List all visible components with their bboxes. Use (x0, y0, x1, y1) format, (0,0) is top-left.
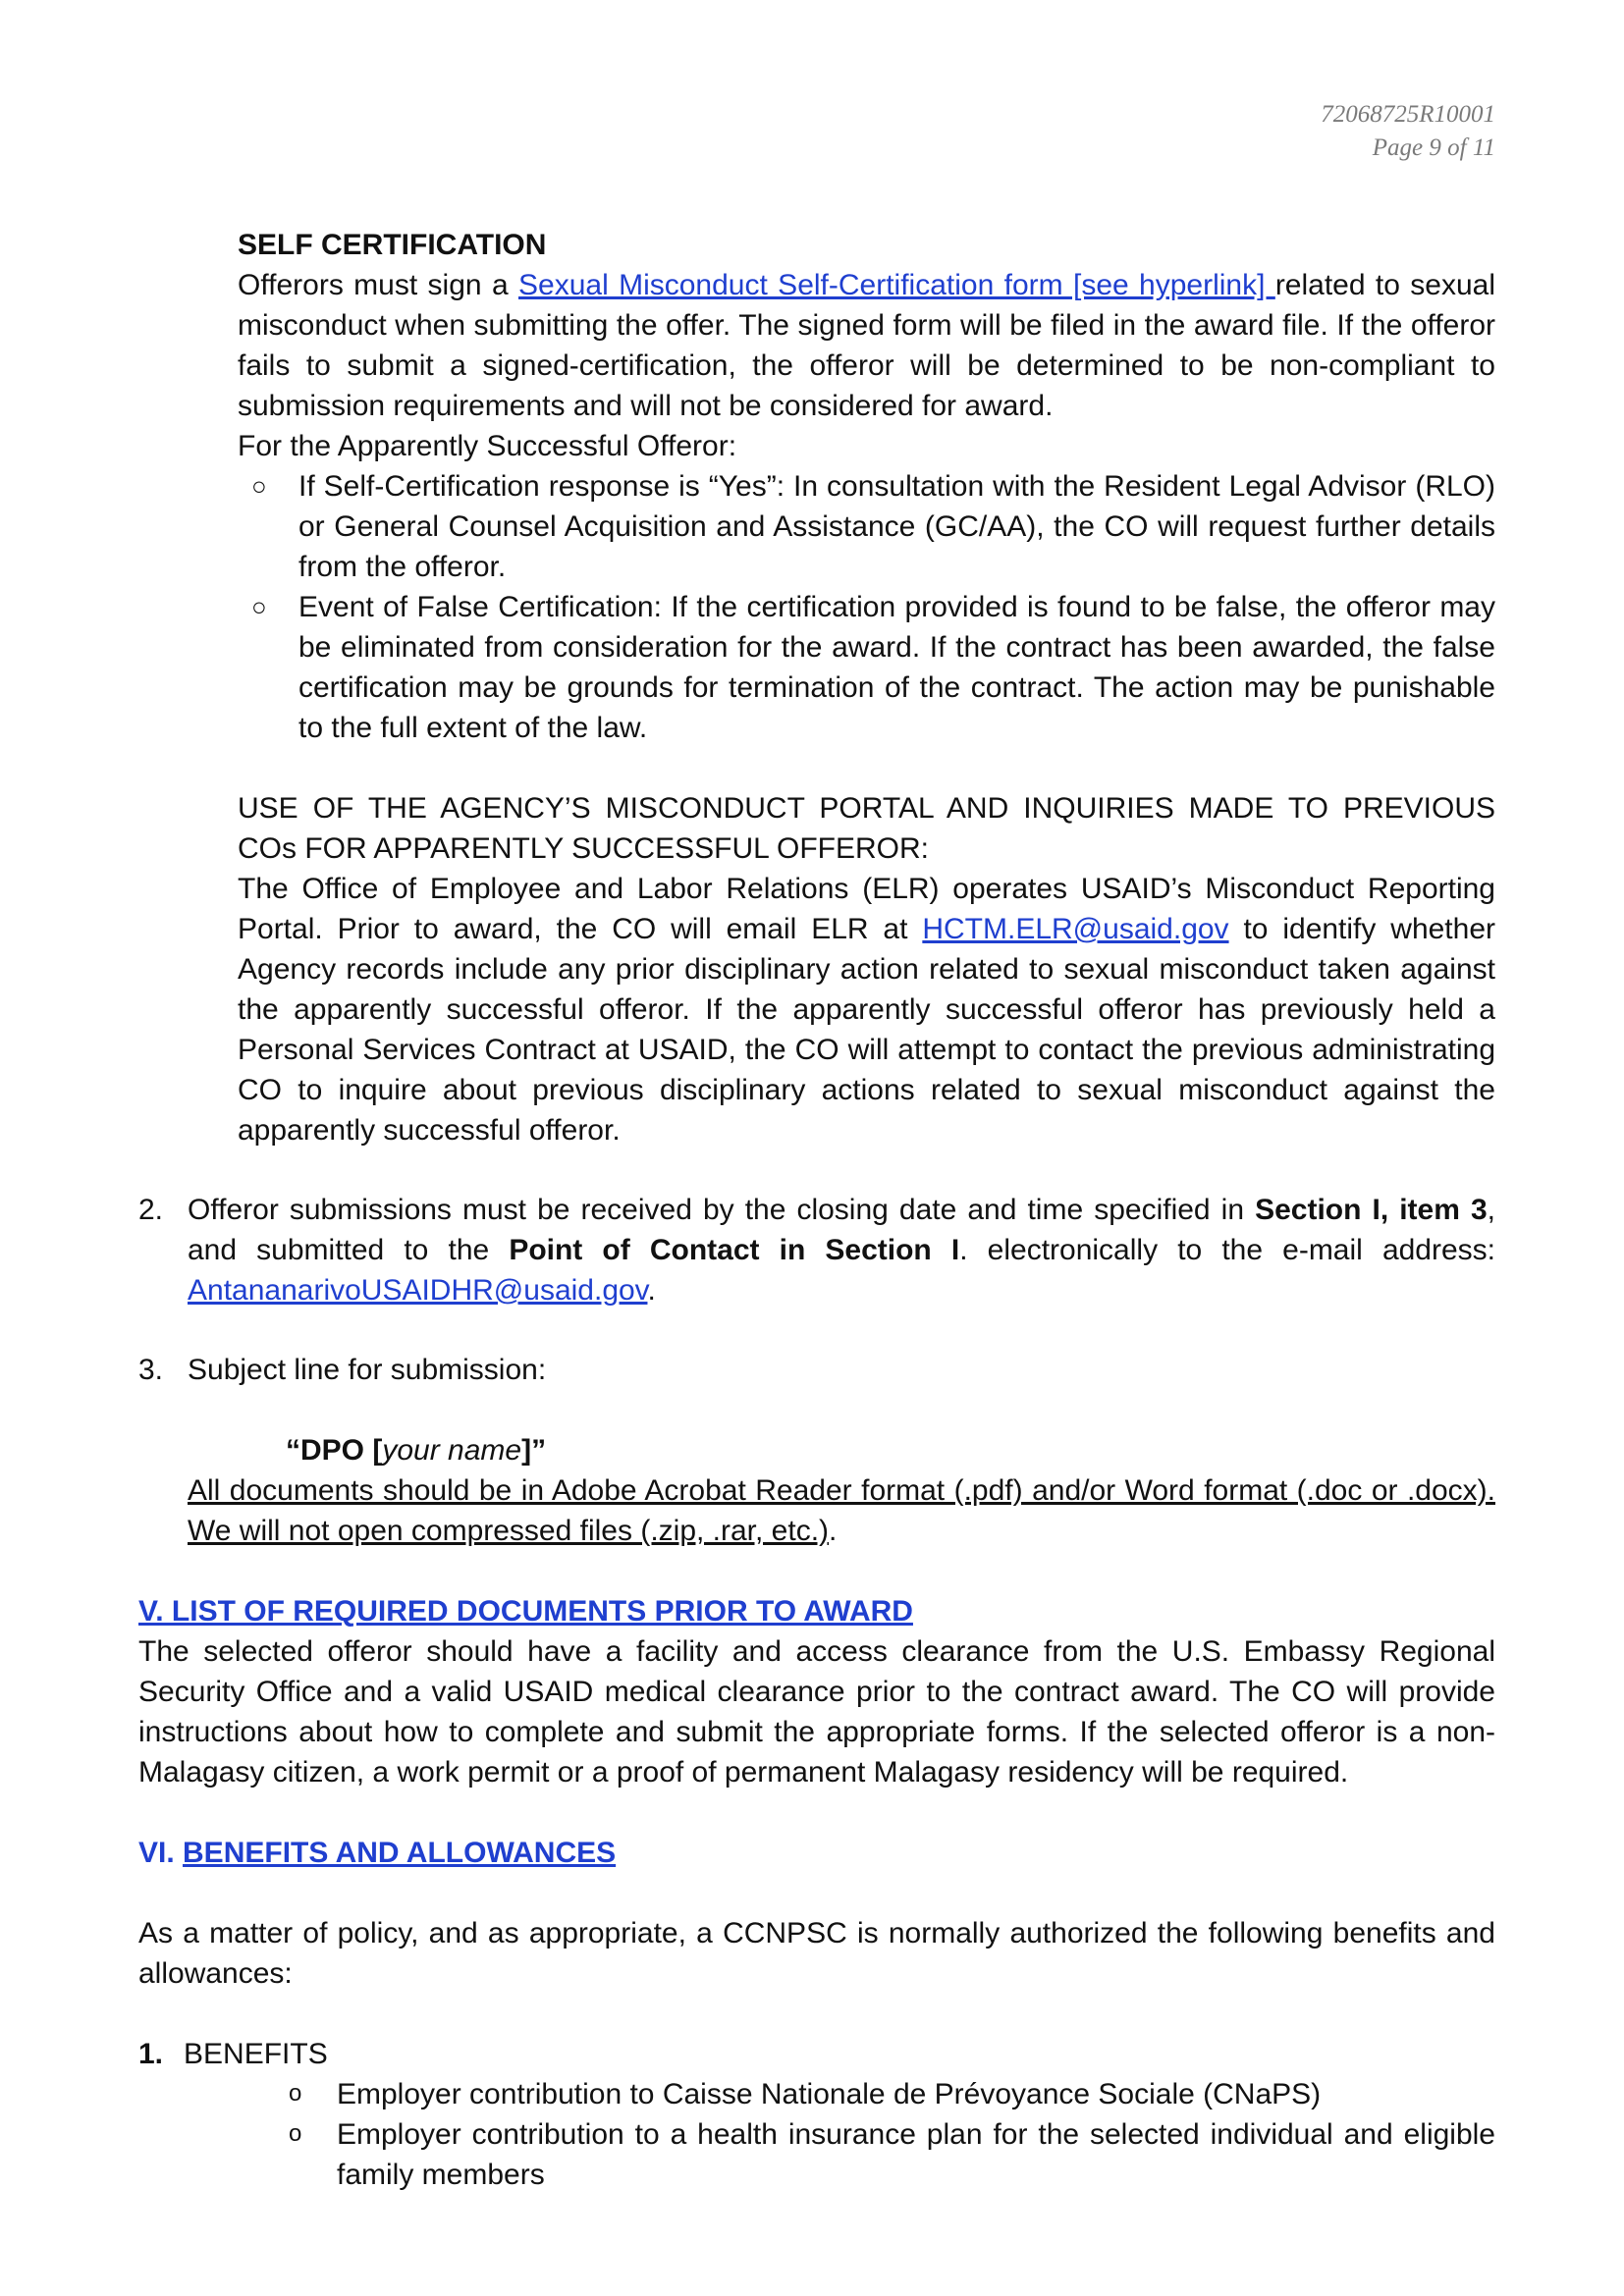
item-3-text: Subject line for submission: (188, 1354, 547, 1386)
elr-email-link[interactable]: HCTM.ELR@usaid.gov (922, 913, 1229, 945)
benefits-and-allowances-link[interactable]: BENEFITS AND ALLOWANCES (183, 1837, 617, 1869)
section-vi (138, 1833, 1495, 1873)
aso-intro: For the Apparently Successful Offeror: (238, 430, 737, 462)
circle-bullet-icon: ○ (251, 471, 267, 501)
subject-line-block (138, 1430, 1495, 1551)
aso-bullet-list (238, 466, 1495, 748)
page-number: Page 9 of 11 (1372, 134, 1495, 161)
subject-line-example: “DPO [your name]” (286, 1434, 547, 1467)
list-item: o Employer contribution to a health insurance plan for the selected individual and eligible family members (138, 2114, 1495, 2195)
document-number: 72068725R10001 (1321, 101, 1495, 128)
list-item: o Employer contribution to Caisse Nationale de Prévoyance Sociale (CNaPS) (138, 2074, 1495, 2114)
self-certification-form-link[interactable]: Sexual Misconduct Self-Certification form [see hyperlink] (518, 269, 1275, 301)
circle-bullet-icon: ○ (251, 592, 267, 621)
item-number: 2. (138, 1194, 164, 1226)
item-2-text: Offeror submissions must be received by the closing date and time specified in Section I, item 3, and submitted to the Point of Contact in Section I. electronically to the e-mail address: AntananarivoUSAIDHR@usaid.gov. (188, 1194, 1496, 1307)
section-vi-intro (138, 1913, 1495, 1994)
file-format-note: All documents should be in Adobe Acrobat Reader format (.pdf) and/or Word format (.doc or .docx). We will not open compressed files (.zip, .rar, etc.). (188, 1474, 1495, 1547)
benefits-heading: 1. BENEFITS (138, 2038, 328, 2070)
portal-paragraph: The Office of Employee and Labor Relations (ELR) operates USAID’s Misconduct Reporting Portal. Prior to award, the CO will email ELR at HCTM.ELR@usaid.gov to identify whether Agency records include any prior disciplinary action related to sexual misconduct taken against the apparently successful offeror. If the apparently successful offeror has previously held a Personal Services Contract at USAID, the CO will attempt to contact the previous administrating CO to inquire about previous disciplinary actions related to sexual misconduct against the apparently successful offeror. (238, 873, 1496, 1147)
portal-title: USE OF THE AGENCY’S MISCONDUCT PORTAL AND INQUIRIES MADE TO PREVIOUS COs FOR APPARENTLY SUCCESSFUL OFFEROR: (238, 792, 1495, 865)
section-vi-intro-paragraph: As a matter of policy, and as appropriate, a CCNPSC is normally authorized the following benefits and allowances: (138, 1917, 1495, 1990)
submission-email-link[interactable]: AntananarivoUSAIDHR@usaid.gov (188, 1274, 648, 1307)
section-vi-heading: VI. BENEFITS AND ALLOWANCES (138, 1837, 617, 1869)
misconduct-portal-section (238, 788, 1495, 1150)
benefits-subsection (138, 2034, 1495, 2195)
item-number: 3. (138, 1354, 164, 1386)
self-certification-section (238, 225, 1495, 748)
page-header (1321, 98, 1495, 165)
section-v-heading-link[interactable]: V. LIST OF REQUIRED DOCUMENTS PRIOR TO AWARD (138, 1595, 913, 1628)
circle-bullet-icon: o (289, 2120, 302, 2147)
circle-bullet-icon: o (289, 2080, 302, 2107)
numbered-item-2 (138, 1190, 1495, 1310)
list-item: ○ If Self-Certification response is “Yes”: In consultation with the Resident Legal Advisor (RLO) or General Counsel Acquisition and Assistance (GC/AA), the CO will request further details from the offeror. (238, 466, 1495, 587)
self-certification-title: SELF CERTIFICATION (238, 229, 547, 261)
section-v-heading (138, 1591, 1495, 1631)
benefits-list (138, 2074, 1495, 2195)
list-item: ○ Event of False Certification: If the certification provided is found to be false, the offeror may be eliminated from consideration for the award. If the contract has been awarded, the false certification may be grounds for termination of the contract. The action may be punishable to the full extent of the law. (238, 587, 1495, 748)
section-v-paragraph: The selected offeror should have a facility and access clearance from the U.S. Embassy Regional Security Office and a valid USAID medical clearance prior to the contract award. The CO will provide instructions about how to complete and submit the appropriate forms. If the selected offeror is a non-Malagasy citizen, a work permit or a proof of permanent Malagasy residency will be required. (138, 1635, 1495, 1789)
numbered-item-3 (138, 1350, 1495, 1390)
self-certification-paragraph: Offerors must sign a Sexual Misconduct Self-Certification form [see hyperlink] related to sexual misconduct when submitting the offer. The signed form will be filed in the award file. If the offeror fails to submit a signed-certification, the offeror will be determined to be non-compliant to submission requirements and will not be considered for award. (238, 269, 1496, 422)
section-v (138, 1591, 1495, 1792)
